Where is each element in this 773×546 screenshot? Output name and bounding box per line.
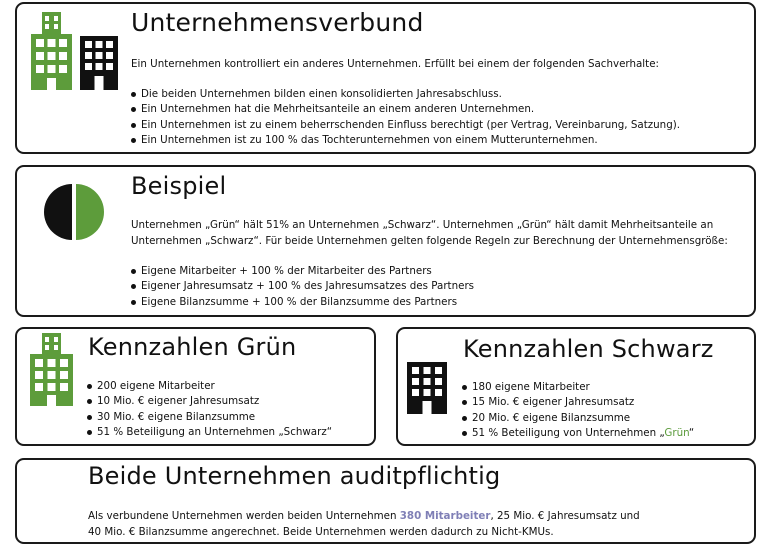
black-building-icon	[407, 362, 447, 414]
list-item: Ein Unternehmen ist zu einem beherrschenden Einfluss berechtigt (per Vertrag, Vereinbarung, Satzung).	[130, 118, 680, 133]
list-item: 10 Mio. € eigener Jahresumsatz	[86, 394, 332, 409]
list-item: Eigene Bilanzsumme + 100 % der Bilanzsumme des Partners	[130, 295, 474, 310]
list-item: 180 eigene Mitarbeiter	[461, 380, 694, 395]
list-item-text: 51 % Beteiligung von Unternehmen „	[472, 426, 665, 439]
gruen-title: Kennzahlen Grün	[88, 333, 297, 361]
beide-line2: 40 Mio. € Bilanzsumme angerechnet. Beide Unternehmen werden dadurch zu Nicht-KMUs.	[88, 526, 554, 538]
list-item: 51 % Beteiligung an Unternehmen „Schwarz“	[86, 425, 332, 440]
list-item: Ein Unternehmen ist zu 100 % das Tochterunternehmen von einem Mutterunternehmen.	[130, 133, 680, 148]
beispiel-text-line2: Unternehmen „Schwarz“. Für beide Unternehmen gelten folgende Regeln zur Berechnung der Unternehmensgröße:	[131, 235, 728, 247]
verbund-bullets	[130, 87, 680, 148]
beide-line1-prefix: Als verbundene Unternehmen werden beiden Unternehmen	[88, 510, 400, 522]
schwarz-title: Kennzahlen Schwarz	[463, 335, 714, 363]
list-item-text: “	[688, 426, 695, 439]
highlight-mitarbeiter: 380 Mitarbeiter	[399, 510, 491, 522]
list-item: 30 Mio. € eigene Bilanzsumme	[86, 410, 332, 425]
beide-line1-suffix: , 25 Mio. € Jahresumsatz und	[490, 510, 640, 522]
beide-title: Beide Unternehmen auditpflichtig	[88, 462, 501, 490]
list-item: Die beiden Unternehmen bilden einen konsolidierten Jahresabschluss.	[130, 87, 680, 102]
beispiel-bullets	[130, 264, 474, 310]
black-building-icon	[80, 36, 118, 90]
beispiel-text-line1: Unternehmen „Grün“ hält 51% an Unternehmen „Schwarz“. Unternehmen „Grün“ hält damit Mehrheitsanteile an	[131, 219, 714, 231]
list-item: 20 Mio. € eigene Bilanzsumme	[461, 411, 694, 426]
highlight-gruen: Grün	[664, 426, 689, 439]
list-item	[461, 426, 694, 441]
list-item: Ein Unternehmen hat die Mehrheitsanteile an einem anderen Unternehmen.	[130, 102, 680, 117]
schwarz-bullets	[461, 380, 694, 441]
green-building-icon	[29, 333, 74, 406]
beispiel-title: Beispiel	[131, 172, 227, 200]
verbund-title: Unternehmensverbund	[131, 8, 424, 37]
beide-line1	[88, 508, 640, 524]
split-circle-icon	[44, 182, 104, 242]
gruen-bullets	[86, 379, 332, 440]
list-item: 200 eigene Mitarbeiter	[86, 379, 332, 394]
list-item: Eigene Mitarbeiter + 100 % der Mitarbeiter des Partners	[130, 264, 474, 279]
verbund-intro: Ein Unternehmen kontrolliert ein anderes Unternehmen. Erfüllt bei einem der folgenden Sachverhalte:	[131, 58, 659, 70]
list-item: Eigener Jahresumsatz + 100 % des Jahresumsatzes des Partners	[130, 279, 474, 294]
list-item: 15 Mio. € eigener Jahresumsatz	[461, 395, 694, 410]
green-building-icon	[30, 12, 73, 90]
